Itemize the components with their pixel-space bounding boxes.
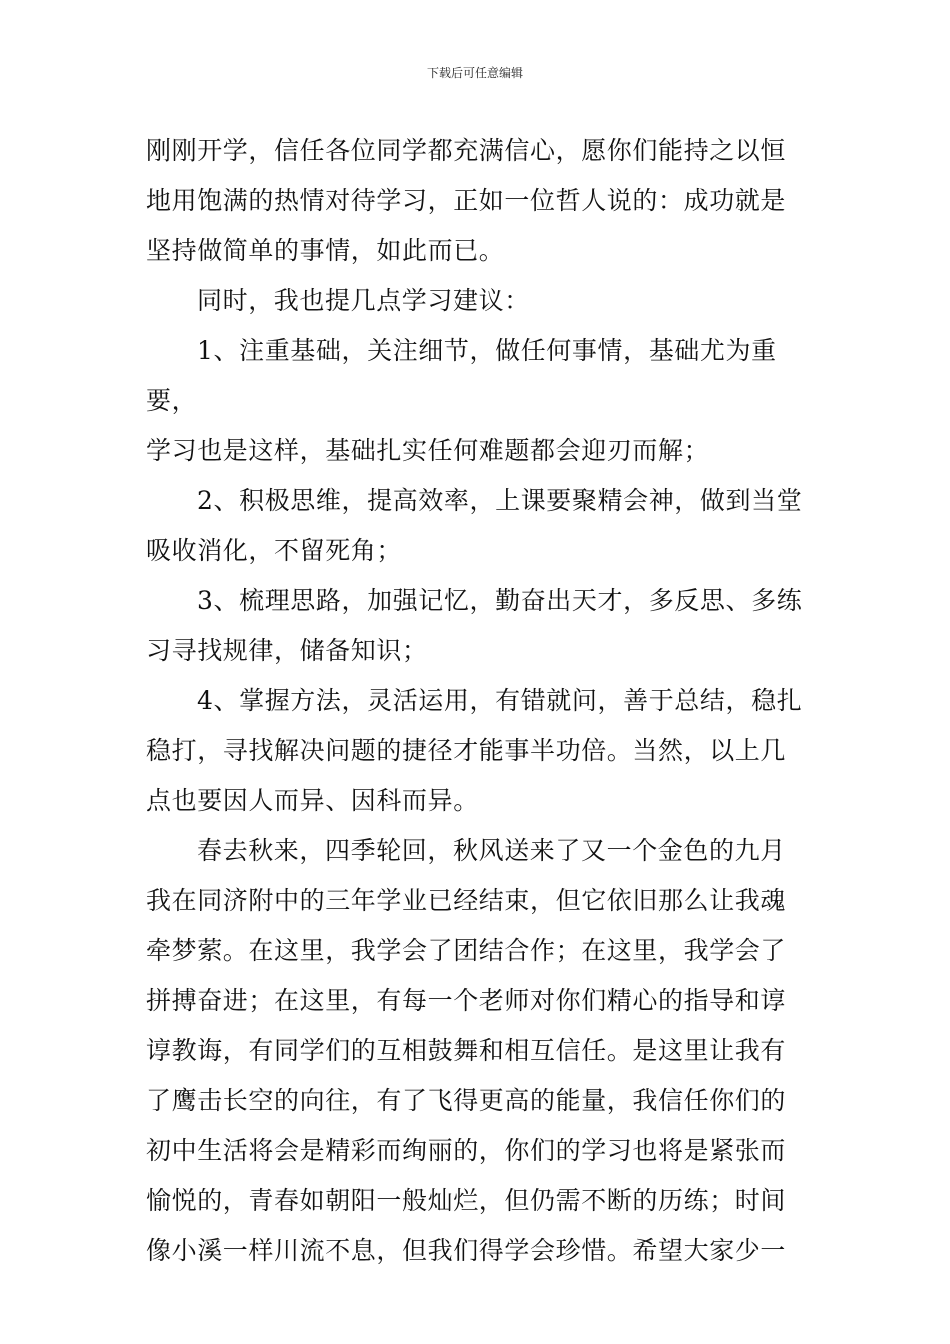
- text-line: 点也要因人而异、因科而异。: [146, 786, 479, 815]
- text-line: 4、掌握方法，灵活运用，有错就问，善于总结，稳扎: [197, 686, 803, 715]
- text-line: 地用饱满的热情对待学习，正如一位哲人说的：成功就是: [146, 186, 787, 215]
- text-line: 1、注重基础，关注细节，做任何事情，基础尤为重要，: [146, 336, 777, 415]
- text-line: 吸收消化，不留死角；: [146, 536, 403, 565]
- text-line: 了鹰击长空的向往，有了飞得更高的能量，我信任你们的: [146, 1086, 787, 1115]
- text-line: 稳打，寻找解决问题的捷径才能事半功倍。当然，以上几: [146, 736, 787, 765]
- text-line: 刚刚开学，信任各位同学都充满信心，愿你们能持之以恒: [146, 136, 787, 165]
- paragraph: [146, 476, 816, 576]
- text-line: 拼搏奋进；在这里，有每一个老师对你们精心的指导和谆: [146, 986, 787, 1015]
- paragraph: [146, 826, 816, 1276]
- text-line: 2、积极思维，提高效率，上课要聚精会神，做到当堂: [197, 486, 803, 515]
- text-line: 我在同济附中的三年学业已经结束，但它依旧那么让我魂: [146, 886, 787, 915]
- text-line: 像小溪一样川流不息，但我们得学会珍惜。希望大家少一: [146, 1236, 787, 1265]
- document-body: [146, 126, 816, 1276]
- paragraph: [146, 126, 816, 276]
- text-line: 愉悦的，青春如朝阳一般灿烂，但仍需不断的历练；时间: [146, 1186, 787, 1215]
- text-line: 学习也是这样，基础扎实任何难题都会迎刃而解；: [146, 436, 710, 465]
- text-line: 谆教诲，有同学们的互相鼓舞和相互信任。是这里让我有: [146, 1036, 787, 1065]
- text-line: 3、梳理思路，加强记忆，勤奋出天才，多反思、多练: [197, 586, 803, 615]
- paragraph: [146, 676, 816, 826]
- text-line: 同时，我也提几点学习建议：: [197, 286, 530, 315]
- paragraph: [146, 326, 816, 476]
- paragraph: [146, 276, 816, 326]
- page-header: 下载后可任意编辑: [426, 66, 523, 80]
- text-line: 牵梦萦。在这里，我学会了团结合作；在这里，我学会了: [146, 936, 787, 965]
- text-line: 春去秋来，四季轮回，秋风送来了又一个金色的九月: [197, 836, 786, 865]
- paragraph: [146, 576, 816, 676]
- text-line: 坚持做简单的事情，如此而已。: [146, 236, 505, 265]
- text-line: 习寻找规律，储备知识；: [146, 636, 428, 665]
- text-line: 初中生活将会是精彩而绚丽的，你们的学习也将是紧张而: [146, 1136, 787, 1165]
